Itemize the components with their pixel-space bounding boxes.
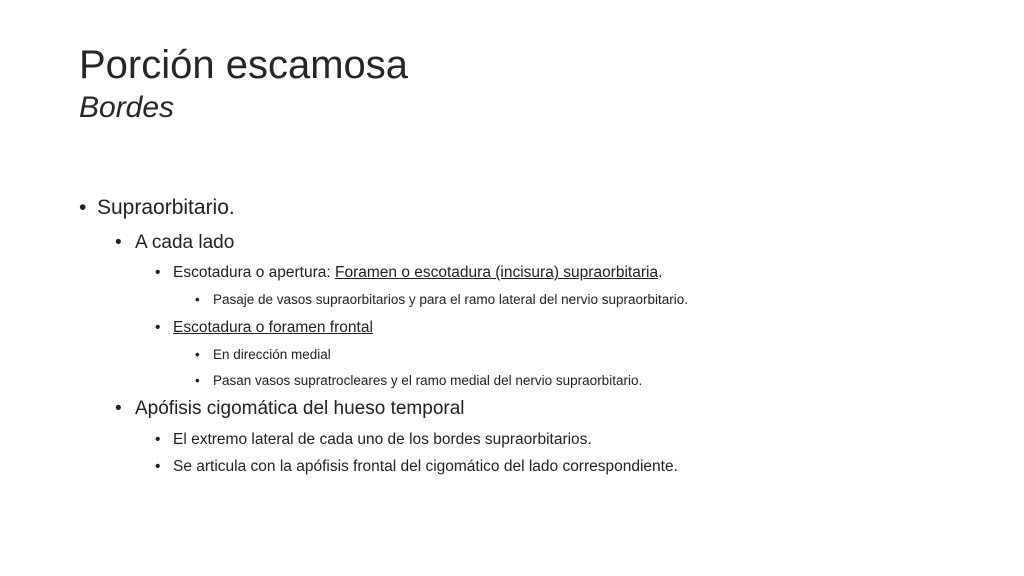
bullet-text: Pasan vasos supratrocleares y el ramo medial del nervio supraorbitario.	[213, 373, 643, 388]
bullet-text: El extremo lateral de cada uno de los bordes supraorbitarios.	[173, 431, 592, 448]
underlined-term: Foramen o escotadura (incisura) supraorbitaria	[335, 264, 659, 281]
bullet-text	[173, 264, 662, 281]
title-block	[79, 40, 408, 126]
bullet-text: Apófisis cigomática del hueso temporal	[135, 398, 465, 419]
bullet-item	[195, 373, 642, 388]
bullet-icon: •	[195, 347, 200, 362]
slide-title: Porción escamosa	[79, 43, 409, 87]
bullet-icon: •	[155, 431, 161, 448]
bullet-icon: •	[155, 319, 161, 336]
bullet-item	[155, 264, 662, 282]
bullet-icon: •	[79, 196, 87, 219]
bullet-item	[195, 347, 331, 362]
bullet-icon: •	[115, 232, 122, 253]
bullet-text-suffix: .	[658, 264, 663, 281]
bullet-item	[115, 398, 465, 420]
bullet-icon: •	[195, 373, 200, 388]
bullet-text: Pasaje de vasos supraorbitarios y para el ramo lateral del nervio supraorbitario.	[213, 292, 688, 307]
bullet-icon: •	[155, 458, 161, 475]
bullet-item	[155, 458, 678, 476]
bullet-icon: •	[115, 398, 122, 419]
bullet-item	[155, 319, 373, 337]
bullet-text: Supraorbitario.	[97, 196, 235, 219]
slide-subtitle: Bordes	[79, 91, 175, 124]
bullet-item	[155, 431, 592, 449]
bullet-item	[195, 292, 688, 307]
underlined-term: Escotadura o foramen frontal	[173, 319, 373, 336]
bullet-item	[79, 196, 235, 220]
bullet-text-prefix: Escotadura o apertura:	[173, 264, 335, 281]
bullet-text: Se articula con la apófisis frontal del cigomático del lado correspondiente.	[173, 458, 678, 475]
bullet-item	[115, 232, 234, 254]
bullet-icon: •	[195, 292, 200, 307]
bullet-text: En dirección medial	[213, 347, 331, 362]
bullet-icon: •	[155, 264, 161, 281]
bullet-text: A cada lado	[135, 232, 235, 253]
